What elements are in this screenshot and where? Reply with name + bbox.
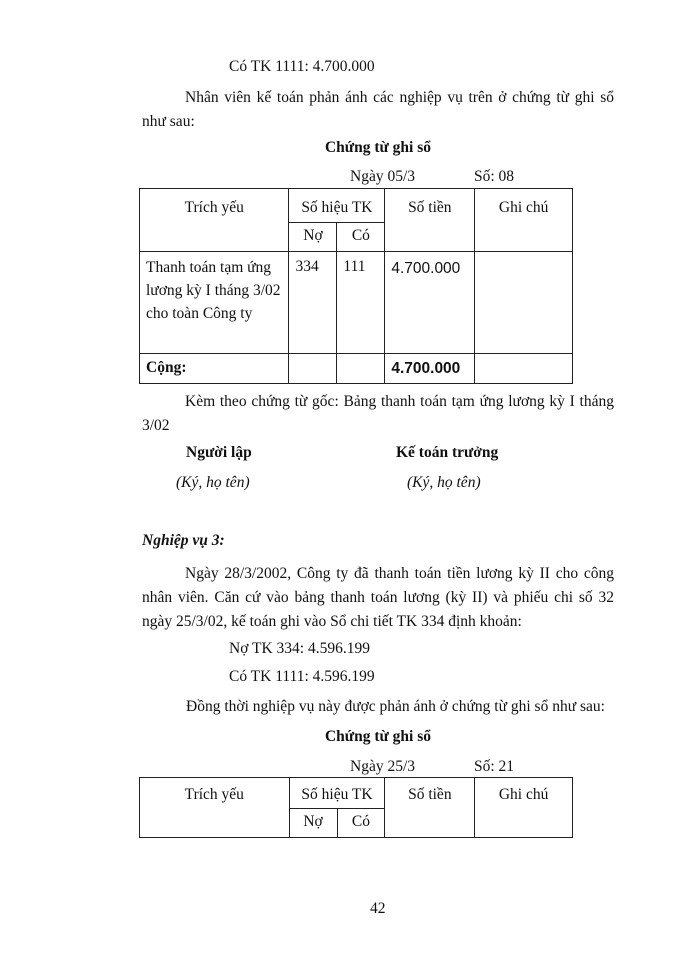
intro-paragraph: Nhân viên kế toán phản ánh các nghiệp vụ trên ở chứng từ ghi sổ như sau: [142, 89, 614, 130]
section3-heading: Nghiệp vụ 3: [142, 532, 225, 549]
row-debit-account: 334 [289, 252, 337, 354]
entry-credit: Có TK 1111: 4.596.199 [229, 668, 375, 685]
col-header-note: Ghi chú [475, 189, 573, 252]
voucher1-number: Số: 08 [474, 168, 515, 185]
top-entry-credit: Có TK 1111: 4.700.000 [229, 58, 375, 75]
row-description: Thanh toán tạm ứng lương kỳ I tháng 3/02 cho toàn Công ty [140, 252, 289, 354]
voucher1-table [139, 188, 573, 384]
voucher2-table [139, 777, 573, 838]
signature-chief-accountant: Kế toán trưởng [396, 444, 499, 461]
v2-col-header-description: Trích yếu [140, 778, 290, 838]
v2-col-header-amount: Số tiền [385, 778, 475, 838]
signature-chief-accountant-hint: (Ký, họ tên) [407, 474, 481, 491]
voucher2-date: Ngày 25/3 [350, 758, 416, 775]
col-header-debit: Nợ [289, 223, 337, 252]
row-amount: 4.700.000 [385, 252, 475, 354]
v2-col-header-credit: Có [337, 809, 385, 838]
total-credit-empty [337, 354, 385, 384]
voucher2-title: Chứng từ ghi sổ [324, 728, 432, 745]
signature-preparer-hint: (Ký, họ tên) [176, 474, 250, 491]
voucher1-title: Chứng từ ghi sổ [324, 139, 432, 156]
col-header-amount: Số tiền [385, 189, 475, 252]
v2-col-header-note: Ghi chú [475, 778, 573, 838]
attached-documents-paragraph: Kèm theo chứng từ gốc: Bảng thanh toán tạm ứng lương kỳ I tháng 3/02 [142, 393, 614, 434]
section3-paragraph: Ngày 28/3/2002, Công ty đã thanh toán tiền lương kỳ II cho công nhân viên. Căn cứ vào bảng thanh toán lương (kỳ II) và phiếu chi số 32 ngày 25/3/02, kế toán ghi vào Sổ chi tiết TK 334 định khoản: [142, 565, 614, 630]
total-amount: 4.700.000 [385, 354, 475, 384]
entry-debit: Nợ TK 334: 4.596.199 [229, 640, 370, 657]
voucher2-number: Số: 21 [474, 758, 515, 775]
signature-preparer: Người lập [186, 444, 252, 461]
total-debit-empty [289, 354, 337, 384]
voucher1-date: Ngày 05/3 [350, 168, 416, 185]
col-header-description: Trích yếu [140, 189, 289, 252]
total-label: Cộng: [140, 354, 289, 384]
row-credit-account: 111 [337, 252, 385, 354]
v2-col-header-debit: Nợ [289, 809, 337, 838]
v2-col-header-account: Số hiệu TK [289, 778, 385, 809]
total-note-empty [475, 354, 573, 384]
col-header-credit: Có [337, 223, 385, 252]
simultaneous-paragraph: Đồng thời nghiệp vụ này được phản ánh ở chứng từ ghi sổ như sau: [186, 698, 605, 715]
row-note [475, 252, 573, 354]
page-number: 42 [370, 900, 386, 917]
col-header-account: Số hiệu TK [289, 189, 385, 223]
